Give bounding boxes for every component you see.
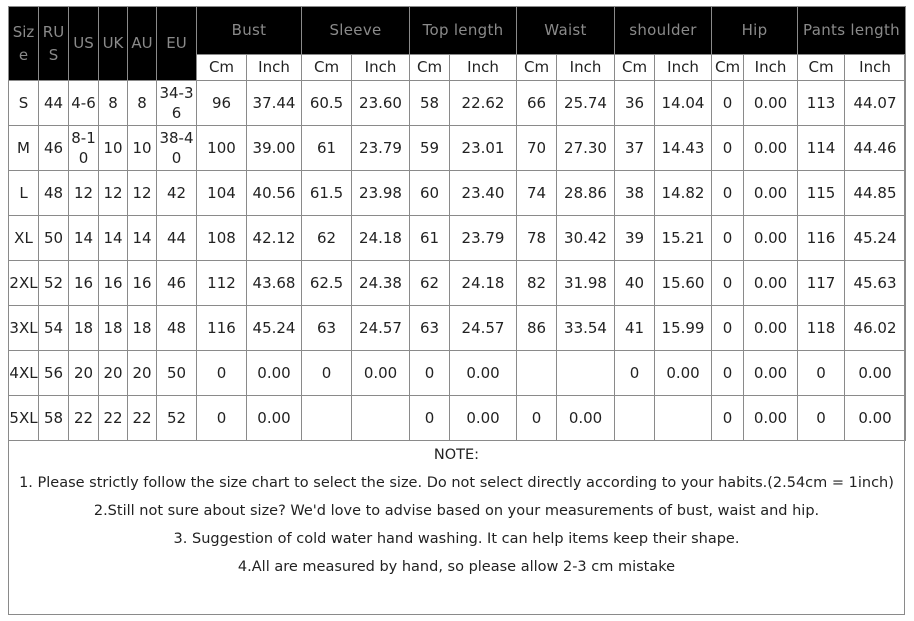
- cell-us: 4-6: [69, 81, 99, 126]
- cell-shoulder-inch: 14.82: [655, 171, 712, 216]
- cell-waist-inch: [557, 351, 615, 396]
- cell-size: 5XL: [9, 396, 39, 441]
- cell-top-length-cm: 58: [410, 81, 450, 126]
- cell-sleeve-cm: 63: [302, 306, 352, 351]
- cell-bust-cm: 112: [197, 261, 247, 306]
- cell-hip-inch: 0.00: [744, 306, 798, 351]
- unit-inch: Inch: [744, 55, 798, 81]
- cell-sleeve-cm: 61: [302, 126, 352, 171]
- note-line-4: 4.All are measured by hand, so please allow 2-3 cm mistake: [237, 559, 676, 575]
- cell-us: 16: [69, 261, 99, 306]
- rus-header: RUS: [39, 7, 69, 81]
- size-table-body: [9, 81, 906, 441]
- cell-hip-cm: 0: [712, 216, 744, 261]
- unit-inch: Inch: [845, 55, 906, 81]
- cell-eu: 34-36: [157, 81, 197, 126]
- cell-pants-length-inch: 46.02: [845, 306, 906, 351]
- cell-bust-cm: 104: [197, 171, 247, 216]
- cell-eu: 50: [157, 351, 197, 396]
- cell-au: 8: [128, 81, 157, 126]
- cell-hip-inch: 0.00: [744, 261, 798, 306]
- cell-bust-cm: 0: [197, 351, 247, 396]
- unit-cm: Cm: [615, 55, 655, 81]
- au-header: AU: [128, 7, 157, 81]
- cell-sleeve-cm: [302, 396, 352, 441]
- cell-uk: 10: [99, 126, 128, 171]
- cell-size: 3XL: [9, 306, 39, 351]
- top-length-header: Top length: [410, 7, 517, 55]
- cell-rus: 48: [39, 171, 69, 216]
- cell-eu: 46: [157, 261, 197, 306]
- notes-section: [9, 441, 904, 581]
- cell-top-length-inch: 22.62: [450, 81, 517, 126]
- cell-waist-cm: 82: [517, 261, 557, 306]
- cell-au: 22: [128, 396, 157, 441]
- cell-top-length-inch: 24.18: [450, 261, 517, 306]
- cell-hip-cm: 0: [712, 81, 744, 126]
- cell-waist-inch: 0.00: [557, 396, 615, 441]
- cell-shoulder-inch: 14.43: [655, 126, 712, 171]
- cell-shoulder-inch: 15.99: [655, 306, 712, 351]
- cell-eu: 48: [157, 306, 197, 351]
- cell-shoulder-cm: [615, 396, 655, 441]
- cell-sleeve-cm: 62: [302, 216, 352, 261]
- uk-header: UK: [99, 7, 128, 81]
- pants-length-header: Pants length: [798, 7, 906, 55]
- cell-top-length-inch: 23.40: [450, 171, 517, 216]
- cell-pants-length-cm: 117: [798, 261, 845, 306]
- table-row-5xl: [9, 396, 906, 441]
- cell-shoulder-cm: 37: [615, 126, 655, 171]
- cell-bust-cm: 96: [197, 81, 247, 126]
- cell-eu: 42: [157, 171, 197, 216]
- cell-au: 14: [128, 216, 157, 261]
- cell-us: 14: [69, 216, 99, 261]
- cell-size: XL: [9, 216, 39, 261]
- cell-pants-length-inch: 0.00: [845, 396, 906, 441]
- cell-hip-cm: 0: [712, 306, 744, 351]
- note-line-3: 3. Suggestion of cold water hand washing. It can help items keep their shape.: [173, 531, 740, 547]
- cell-top-length-cm: 0: [410, 351, 450, 396]
- cell-shoulder-cm: 41: [615, 306, 655, 351]
- cell-waist-inch: 31.98: [557, 261, 615, 306]
- cell-eu: 52: [157, 396, 197, 441]
- cell-shoulder-inch: 0.00: [655, 351, 712, 396]
- table-row-xl: [9, 216, 906, 261]
- cell-hip-inch: 0.00: [744, 216, 798, 261]
- cell-top-length-cm: 63: [410, 306, 450, 351]
- cell-pants-length-cm: 114: [798, 126, 845, 171]
- note-line-1: 1. Please strictly follow the size chart to select the size. Do not select directly according to your habits.(2.54cm = 1inch): [19, 475, 894, 491]
- size-chart-sheet: [8, 6, 905, 615]
- hip-header: Hip: [712, 7, 798, 55]
- cell-eu: 38-40: [157, 126, 197, 171]
- cell-pants-length-cm: 0: [798, 351, 845, 396]
- cell-sleeve-cm: 60.5: [302, 81, 352, 126]
- cell-hip-cm: 0: [712, 261, 744, 306]
- unit-cm: Cm: [517, 55, 557, 81]
- cell-shoulder-inch: [655, 396, 712, 441]
- cell-bust-inch: 45.24: [247, 306, 302, 351]
- cell-top-length-inch: 23.79: [450, 216, 517, 261]
- table-row-2xl: [9, 261, 906, 306]
- cell-shoulder-inch: 14.04: [655, 81, 712, 126]
- cell-shoulder-cm: 36: [615, 81, 655, 126]
- cell-uk: 14: [99, 216, 128, 261]
- cell-uk: 8: [99, 81, 128, 126]
- cell-pants-length-inch: 44.85: [845, 171, 906, 216]
- unit-inch: Inch: [450, 55, 517, 81]
- cell-top-length-cm: 0: [410, 396, 450, 441]
- cell-pants-length-inch: 44.46: [845, 126, 906, 171]
- cell-bust-inch: 0.00: [247, 396, 302, 441]
- cell-top-length-cm: 59: [410, 126, 450, 171]
- cell-hip-inch: 0.00: [744, 396, 798, 441]
- cell-hip-inch: 0.00: [744, 171, 798, 216]
- cell-pants-length-inch: 45.24: [845, 216, 906, 261]
- cell-sleeve-inch: 24.18: [352, 216, 410, 261]
- cell-waist-cm: [517, 351, 557, 396]
- cell-sleeve-inch: [352, 396, 410, 441]
- table-row-l: [9, 171, 906, 216]
- cell-pants-length-inch: 44.07: [845, 81, 906, 126]
- cell-rus: 58: [39, 396, 69, 441]
- cell-rus: 54: [39, 306, 69, 351]
- cell-uk: 20: [99, 351, 128, 396]
- cell-rus: 44: [39, 81, 69, 126]
- unit-cm: Cm: [302, 55, 352, 81]
- cell-size: S: [9, 81, 39, 126]
- cell-hip-inch: 0.00: [744, 126, 798, 171]
- shoulder-header: shoulder: [615, 7, 712, 55]
- cell-sleeve-cm: 61.5: [302, 171, 352, 216]
- eu-header: EU: [157, 7, 197, 81]
- cell-sleeve-inch: 23.79: [352, 126, 410, 171]
- cell-rus: 52: [39, 261, 69, 306]
- cell-sleeve-inch: 24.57: [352, 306, 410, 351]
- cell-hip-cm: 0: [712, 351, 744, 396]
- cell-size: 4XL: [9, 351, 39, 396]
- cell-us: 12: [69, 171, 99, 216]
- cell-hip-cm: 0: [712, 171, 744, 216]
- cell-waist-cm: 74: [517, 171, 557, 216]
- cell-pants-length-cm: 118: [798, 306, 845, 351]
- size-table: [8, 6, 906, 441]
- table-row-s: [9, 81, 906, 126]
- unit-inch: Inch: [655, 55, 712, 81]
- cell-top-length-inch: 23.01: [450, 126, 517, 171]
- cell-shoulder-cm: 0: [615, 351, 655, 396]
- cell-bust-cm: 0: [197, 396, 247, 441]
- cell-sleeve-inch: 23.60: [352, 81, 410, 126]
- cell-us: 20: [69, 351, 99, 396]
- notes-title: NOTE:: [433, 447, 480, 463]
- unit-cm: Cm: [197, 55, 247, 81]
- unit-inch: Inch: [352, 55, 410, 81]
- cell-shoulder-inch: 15.60: [655, 261, 712, 306]
- cell-uk: 16: [99, 261, 128, 306]
- cell-top-length-cm: 61: [410, 216, 450, 261]
- cell-bust-cm: 108: [197, 216, 247, 261]
- cell-au: 20: [128, 351, 157, 396]
- cell-waist-inch: 27.30: [557, 126, 615, 171]
- cell-pants-length-cm: 115: [798, 171, 845, 216]
- cell-bust-cm: 100: [197, 126, 247, 171]
- cell-hip-inch: 0.00: [744, 81, 798, 126]
- unit-cm: Cm: [798, 55, 845, 81]
- cell-bust-inch: 43.68: [247, 261, 302, 306]
- cell-waist-inch: 28.86: [557, 171, 615, 216]
- cell-top-length-inch: 0.00: [450, 351, 517, 396]
- table-row-4xl: [9, 351, 906, 396]
- cell-size: 2XL: [9, 261, 39, 306]
- cell-hip-cm: 0: [712, 126, 744, 171]
- cell-bust-cm: 116: [197, 306, 247, 351]
- us-header: US: [69, 7, 99, 81]
- cell-sleeve-inch: 24.38: [352, 261, 410, 306]
- cell-sleeve-cm: 0: [302, 351, 352, 396]
- cell-hip-inch: 0.00: [744, 351, 798, 396]
- cell-sleeve-inch: 23.98: [352, 171, 410, 216]
- cell-eu: 44: [157, 216, 197, 261]
- cell-us: 8-10: [69, 126, 99, 171]
- waist-header: Waist: [517, 7, 615, 55]
- cell-sleeve-inch: 0.00: [352, 351, 410, 396]
- cell-pants-length-inch: 45.63: [845, 261, 906, 306]
- cell-pants-length-cm: 113: [798, 81, 845, 126]
- cell-pants-length-cm: 0: [798, 396, 845, 441]
- cell-top-length-inch: 0.00: [450, 396, 517, 441]
- cell-shoulder-cm: 40: [615, 261, 655, 306]
- table-row-3xl: [9, 306, 906, 351]
- cell-waist-cm: 66: [517, 81, 557, 126]
- cell-bust-inch: 0.00: [247, 351, 302, 396]
- cell-us: 22: [69, 396, 99, 441]
- bust-header: Bust: [197, 7, 302, 55]
- cell-top-length-cm: 62: [410, 261, 450, 306]
- cell-shoulder-cm: 38: [615, 171, 655, 216]
- unit-inch: Inch: [557, 55, 615, 81]
- cell-uk: 12: [99, 171, 128, 216]
- cell-shoulder-inch: 15.21: [655, 216, 712, 261]
- sleeve-header: Sleeve: [302, 7, 410, 55]
- size-header: Size: [9, 7, 39, 81]
- cell-size: L: [9, 171, 39, 216]
- cell-waist-inch: 30.42: [557, 216, 615, 261]
- cell-uk: 22: [99, 396, 128, 441]
- cell-waist-cm: 0: [517, 396, 557, 441]
- cell-bust-inch: 40.56: [247, 171, 302, 216]
- cell-size: M: [9, 126, 39, 171]
- cell-top-length-cm: 60: [410, 171, 450, 216]
- cell-pants-length-inch: 0.00: [845, 351, 906, 396]
- cell-au: 18: [128, 306, 157, 351]
- cell-waist-cm: 86: [517, 306, 557, 351]
- cell-waist-cm: 78: [517, 216, 557, 261]
- cell-shoulder-cm: 39: [615, 216, 655, 261]
- unit-cm: Cm: [712, 55, 744, 81]
- cell-au: 16: [128, 261, 157, 306]
- cell-us: 18: [69, 306, 99, 351]
- cell-waist-inch: 33.54: [557, 306, 615, 351]
- cell-sleeve-cm: 62.5: [302, 261, 352, 306]
- cell-uk: 18: [99, 306, 128, 351]
- note-line-2: 2.Still not sure about size? We'd love to advise based on your measurements of bust, waist and hip.: [93, 503, 820, 519]
- cell-bust-inch: 42.12: [247, 216, 302, 261]
- cell-waist-cm: 70: [517, 126, 557, 171]
- cell-rus: 56: [39, 351, 69, 396]
- cell-pants-length-cm: 116: [798, 216, 845, 261]
- cell-rus: 46: [39, 126, 69, 171]
- cell-au: 12: [128, 171, 157, 216]
- cell-bust-inch: 37.44: [247, 81, 302, 126]
- cell-hip-cm: 0: [712, 396, 744, 441]
- unit-inch: Inch: [247, 55, 302, 81]
- unit-cm: Cm: [410, 55, 450, 81]
- cell-bust-inch: 39.00: [247, 126, 302, 171]
- cell-waist-inch: 25.74: [557, 81, 615, 126]
- cell-au: 10: [128, 126, 157, 171]
- cell-top-length-inch: 24.57: [450, 306, 517, 351]
- table-row-m: [9, 126, 906, 171]
- cell-rus: 50: [39, 216, 69, 261]
- header-row: [9, 7, 906, 55]
